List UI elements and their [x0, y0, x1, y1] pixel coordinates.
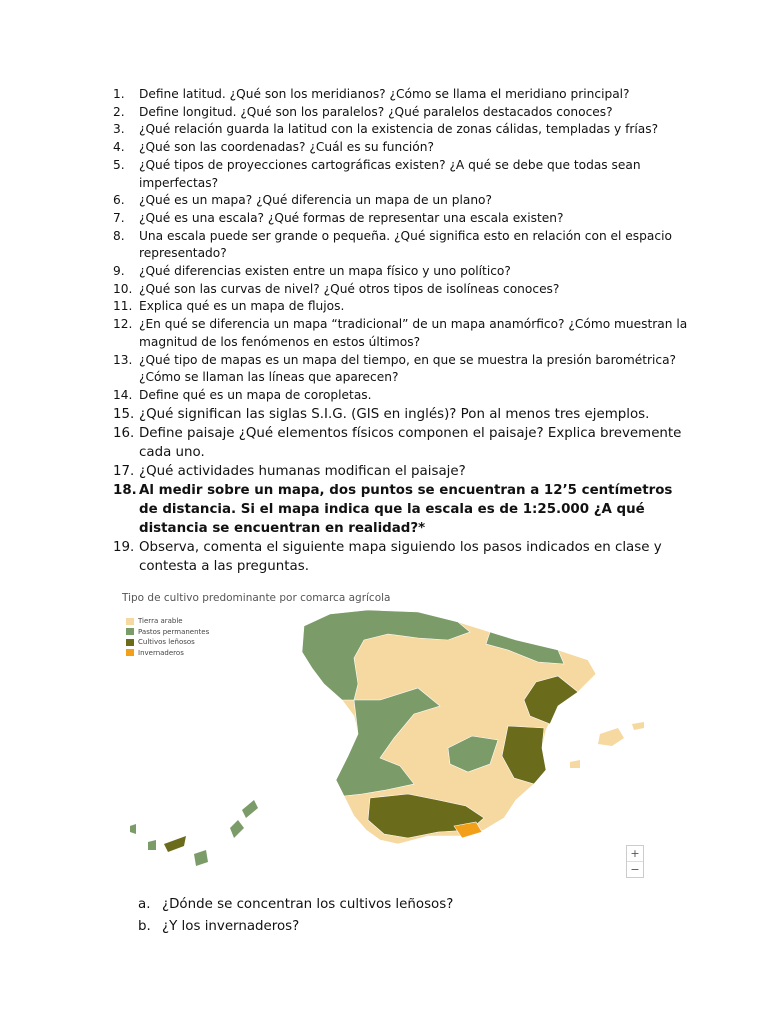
crop-type-map[interactable]	[118, 588, 650, 888]
legend-swatch	[126, 628, 134, 635]
legend-item-greenhouse	[126, 648, 209, 659]
legend-label: Tierra arable	[138, 617, 183, 626]
question-18: 18. Al medir sobre un mapa, dos puntos se encuentran a 12’5 centímetros de distancia. Si el mapa indica que la escala es de 1:25.000 ¿A qué distancia se encuentran en realidad?*	[113, 482, 673, 536]
question-17: 17. ¿Qué actividades humanas modifican el paisaje?	[113, 463, 466, 479]
legend-item-woody	[126, 637, 209, 648]
legend-swatch	[126, 649, 134, 656]
zoom-in-button[interactable]: +	[630, 847, 640, 860]
legend-label: Cultivos leñosos	[138, 638, 195, 647]
legend-label: Invernaderos	[138, 648, 184, 657]
question-3: 3. ¿Qué relación guarda la latitud con la existencia de zonas cálidas, templadas y frías?	[113, 122, 659, 137]
legend-swatch	[126, 639, 134, 646]
question-19: 19. Observa, comenta el siguiente mapa siguiendo los pasos indicados en clase y contesta a las preguntas.	[113, 539, 662, 574]
legend-item-pasture	[126, 627, 209, 638]
balearic-islands	[598, 728, 624, 746]
map-title: Tipo de cultivo predominante por comarca agrícola	[122, 592, 391, 604]
legend-swatch	[126, 618, 134, 625]
question-13: 13. ¿Qué tipo de mapas es un mapa del tiempo, en que se muestra la presión barométrica? ¿Cómo se llaman las líneas que aparecen?	[113, 352, 677, 385]
canary-islands	[130, 824, 136, 834]
question-7: 7. ¿Qué es una escala? ¿Qué formas de representar una escala existen?	[113, 210, 564, 225]
question-1: 1. Define latitud. ¿Qué son los meridianos? ¿Cómo se llama el meridiano principal?	[113, 87, 630, 101]
question-5: 5. ¿Qué tipos de proyecciones cartográficas existen? ¿A qué se debe que todas sean imperfectas?	[113, 157, 641, 190]
question-11: 11. Explica qué es un mapa de flujos.	[113, 299, 345, 314]
question-2: 2. Define longitud. ¿Qué son los paralelos? ¿Qué paralelos destacados conoces?	[113, 104, 613, 119]
question-9: 9. ¿Qué diferencias existen entre un mapa físico y uno político?	[113, 264, 511, 279]
menorca	[632, 722, 644, 730]
canary-islands	[242, 800, 258, 818]
question-list	[113, 86, 693, 576]
question-12: 12. ¿En qué se diferencia un mapa “tradicional” de un mapa anamórfico? ¿Cómo muestran la magnitud de los fenómenos en estos últimos?	[113, 317, 688, 349]
legend-item-arable	[126, 616, 209, 627]
zoom-out-button[interactable]: −	[627, 861, 643, 877]
canary-islands	[164, 836, 186, 852]
map-legend	[126, 616, 209, 658]
canary-islands	[194, 850, 208, 866]
canary-islands	[148, 840, 156, 850]
question-14: 14. Define qué es un mapa de coropletas.	[113, 387, 372, 402]
question-8: 8. Una escala puede ser grande o pequeña. ¿Qué significa esto en relación con el espacio representado?	[113, 228, 672, 261]
question-16: 16. Define paisaje ¿Qué elementos físicos componen el paisaje? Explica brevemente cada uno.	[113, 425, 682, 460]
zoom-control	[626, 845, 644, 878]
sub-question-list	[138, 894, 453, 938]
legend-label: Pastos permanentes	[138, 627, 210, 636]
sub-question-b: b. ¿Y los invernaderos?	[138, 919, 300, 934]
sub-question-a: a. ¿Dónde se concentran los cultivos leñosos?	[138, 897, 454, 912]
canary-islands	[230, 820, 244, 838]
question-15: 15. ¿Qué significan las siglas S.I.G. (GIS en inglés)? Pon al menos tres ejemplos.	[113, 406, 650, 422]
question-6: 6. ¿Qué es un mapa? ¿Qué diferencia un mapa de un plano?	[113, 193, 492, 208]
question-10: 10. ¿Qué son las curvas de nivel? ¿Qué otros tipos de isolíneas conoces?	[113, 281, 560, 296]
ibiza	[570, 760, 580, 768]
question-4: 4. ¿Qué son las coordenadas? ¿Cuál es su función?	[113, 140, 434, 155]
